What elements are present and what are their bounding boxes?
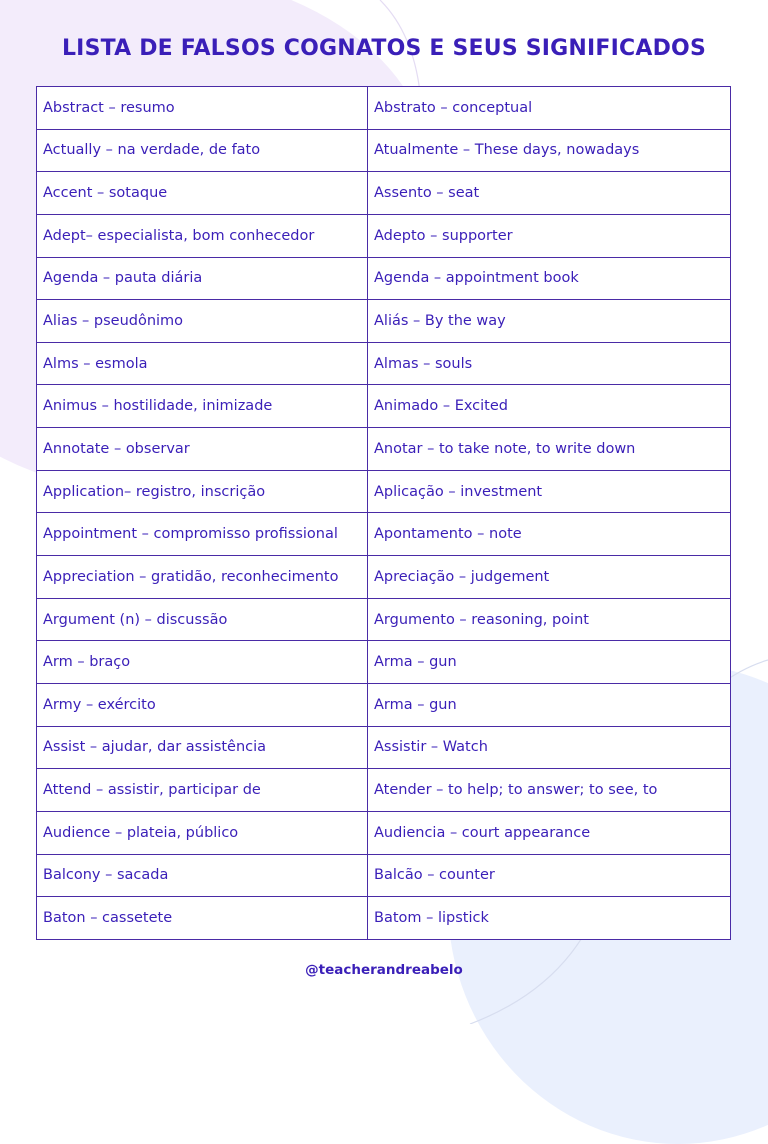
portuguese-term-cell: Apontamento – note bbox=[368, 513, 731, 556]
table-row bbox=[37, 342, 731, 385]
portuguese-term-cell: Arma – gun bbox=[368, 683, 731, 726]
portuguese-term-cell: Audiencia – court appearance bbox=[368, 811, 731, 854]
table-row bbox=[37, 385, 731, 428]
table-row bbox=[37, 769, 731, 812]
english-term-cell: Actually – na verdade, de fato bbox=[37, 129, 368, 172]
portuguese-term-cell: Arma – gun bbox=[368, 641, 731, 684]
table-row bbox=[37, 428, 731, 471]
table-row bbox=[37, 726, 731, 769]
portuguese-term-cell: Aliás – By the way bbox=[368, 300, 731, 343]
portuguese-term-cell: Almas – souls bbox=[368, 342, 731, 385]
english-term-cell: Appointment – compromisso profissional bbox=[37, 513, 368, 556]
table-row bbox=[37, 129, 731, 172]
table-row bbox=[37, 87, 731, 130]
english-term-cell: Audience – plateia, público bbox=[37, 811, 368, 854]
table-row bbox=[37, 641, 731, 684]
portuguese-term-cell: Atender – to help; to answer; to see, to bbox=[368, 769, 731, 812]
portuguese-term-cell: Agenda – appointment book bbox=[368, 257, 731, 300]
english-term-cell: Alms – esmola bbox=[37, 342, 368, 385]
table-row bbox=[37, 683, 731, 726]
table-row bbox=[37, 257, 731, 300]
english-term-cell: Baton – cassetete bbox=[37, 897, 368, 940]
english-term-cell: Balcony – sacada bbox=[37, 854, 368, 897]
portuguese-term-cell: Anotar – to take note, to write down bbox=[368, 428, 731, 471]
portuguese-term-cell: Adepto – supporter bbox=[368, 214, 731, 257]
table-row bbox=[37, 513, 731, 556]
english-term-cell: Assist – ajudar, dar assistência bbox=[37, 726, 368, 769]
english-term-cell: Animus – hostilidade, inimizade bbox=[37, 385, 368, 428]
english-term-cell: Agenda – pauta diária bbox=[37, 257, 368, 300]
english-term-cell: Annotate – observar bbox=[37, 428, 368, 471]
false-cognates-table bbox=[36, 86, 731, 939]
table-row bbox=[37, 854, 731, 897]
portuguese-term-cell: Batom – lipstick bbox=[368, 897, 731, 940]
table-row bbox=[37, 214, 731, 257]
table-row bbox=[37, 811, 731, 854]
portuguese-term-cell: Abstrato – conceptual bbox=[368, 87, 731, 130]
portuguese-term-cell: Apreciação – judgement bbox=[368, 556, 731, 599]
english-term-cell: Argument (n) – discussão bbox=[37, 598, 368, 641]
page-title: LISTA DE FALSOS COGNATOS E SEUS SIGNIFICADOS bbox=[61, 36, 707, 61]
table-row bbox=[37, 172, 731, 215]
portuguese-term-cell: Argumento – reasoning, point bbox=[368, 598, 731, 641]
english-term-cell: Alias – pseudônimo bbox=[37, 300, 368, 343]
table-row bbox=[37, 598, 731, 641]
table-row bbox=[37, 556, 731, 599]
footer-handle: @teacherandreabelo bbox=[305, 962, 463, 978]
table-row bbox=[37, 897, 731, 940]
english-term-cell: Arm – braço bbox=[37, 641, 368, 684]
portuguese-term-cell: Atualmente – These days, nowadays bbox=[368, 129, 731, 172]
portuguese-term-cell: Aplicação – investment bbox=[368, 470, 731, 513]
english-term-cell: Adept– especialista, bom conhecedor bbox=[37, 214, 368, 257]
table-row bbox=[37, 470, 731, 513]
english-term-cell: Appreciation – gratidão, reconhecimento bbox=[37, 556, 368, 599]
english-term-cell: Attend – assistir, participar de bbox=[37, 769, 368, 812]
english-term-cell: Abstract – resumo bbox=[37, 87, 368, 130]
english-term-cell: Army – exército bbox=[37, 683, 368, 726]
portuguese-term-cell: Assento – seat bbox=[368, 172, 731, 215]
portuguese-term-cell: Balcão – counter bbox=[368, 854, 731, 897]
table-row bbox=[37, 300, 731, 343]
english-term-cell: Application– registro, inscrição bbox=[37, 470, 368, 513]
portuguese-term-cell: Assistir – Watch bbox=[368, 726, 731, 769]
portuguese-term-cell: Animado – Excited bbox=[368, 385, 731, 428]
english-term-cell: Accent – sotaque bbox=[37, 172, 368, 215]
